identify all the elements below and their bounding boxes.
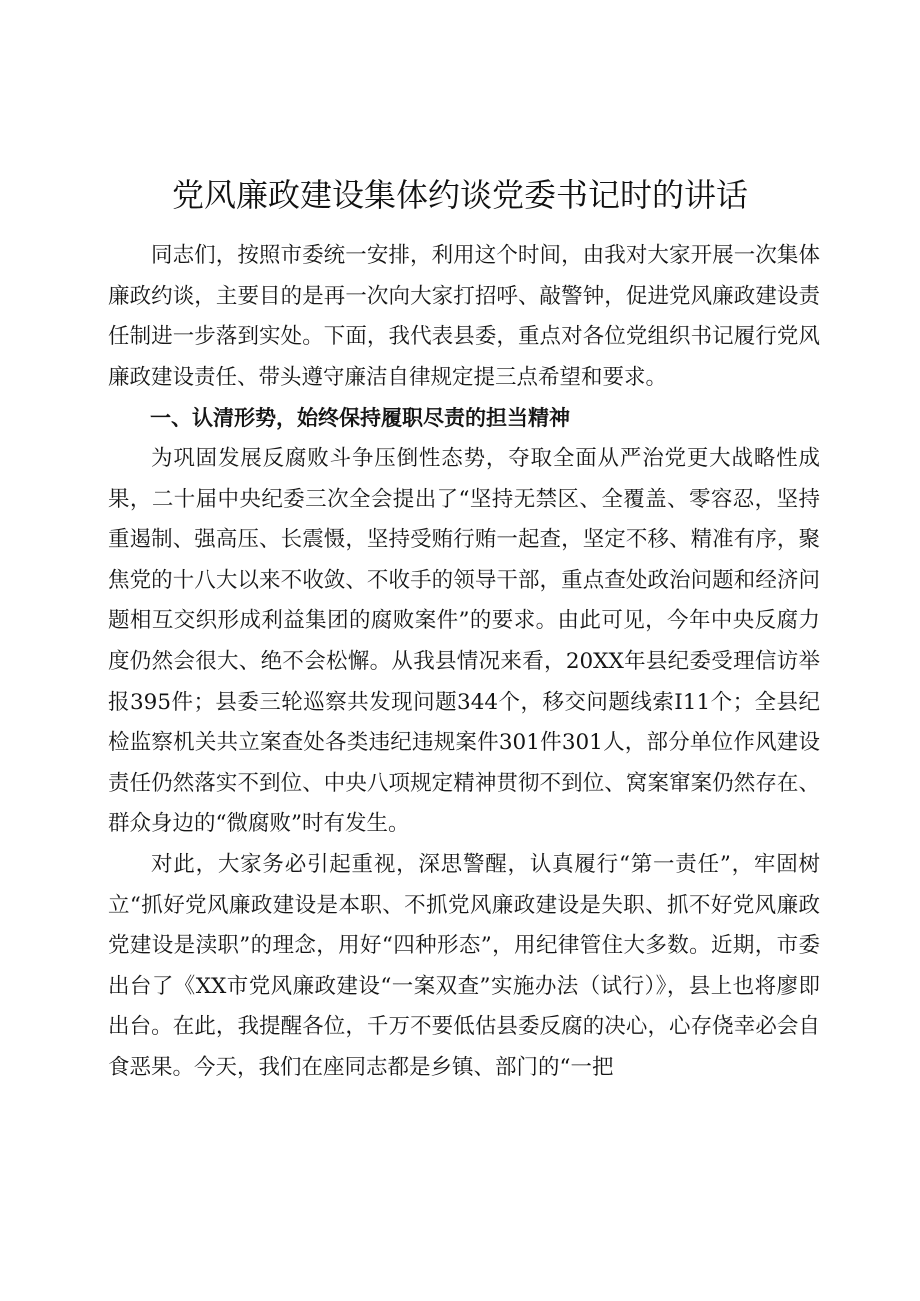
paragraph-intro: 同志们，按照市委统一安排，利用这个时间，由我对大家开展一次集体廉政约谈，主要目的是再一次向大家打招呼、敲警钟，促进党风廉政建设责任制进一步落到实处。下面，我代表县委，重点对各位党组织书记履行党风廉政建设责任、带头遵守廉洁自律规定提三点希望和要求。 xyxy=(108,243,820,390)
section-heading-1: 一、认清形势，始终保持履职尽责的担当精神 xyxy=(150,406,570,431)
document-body xyxy=(108,236,820,1088)
paragraph-requirements: 对此，大家务必引起重视，深思警醒，认真履行“第一责任”，牢固树立“抓好党风廉政建设是本职、不抓党风廉政建设是失职、抓不好党风廉政党建设是渎职”的理念，用好“四种形态”，用纪律管住大多数。近期，市委出台了《XX市党风廉政建设“一案双查”实施办法（试行）》，县上也将廖即出台。在此，我提醒各位，千万不要低估县委反腐的决心，心存侥幸必会自食恶果。今天，我们在座同志都是乡镇、部门的“一把 xyxy=(108,851,820,1080)
paragraph-situation: 为巩固发展反腐败斗争压倒性态势，夺取全面从严治党更大战略性成果，二十届中央纪委三次全会提出了“坚持无禁区、全覆盖、零容忍，坚持重遏制、强高压、长震慑，坚持受贿行贿一起查，坚定不移、精准有序，聚焦党的十八大以来不收敛、不收手的领导干部，重点查处政治问题和经济问题相互交织形成利益集团的腐败案件”的要求。由此可见，今年中央反腐力度仍然会很大、绝不会松懈。从我县情况来看，20XX年县纪委受理信访举报395件；县委三轮巡察共发现问题344个，移交问题线索I11个；全县纪检监察机关共立案查处各类违纪违规案件301件301人，部分单位作风建设责任仍然落实不到位、中央八项规定精神贯彻不到位、窝案窜案仍然存在、群众身边的“微腐败”时有发生。 xyxy=(108,445,820,837)
document-title: 党风廉政建设集体约谈党委书记时的讲话 xyxy=(171,176,748,214)
